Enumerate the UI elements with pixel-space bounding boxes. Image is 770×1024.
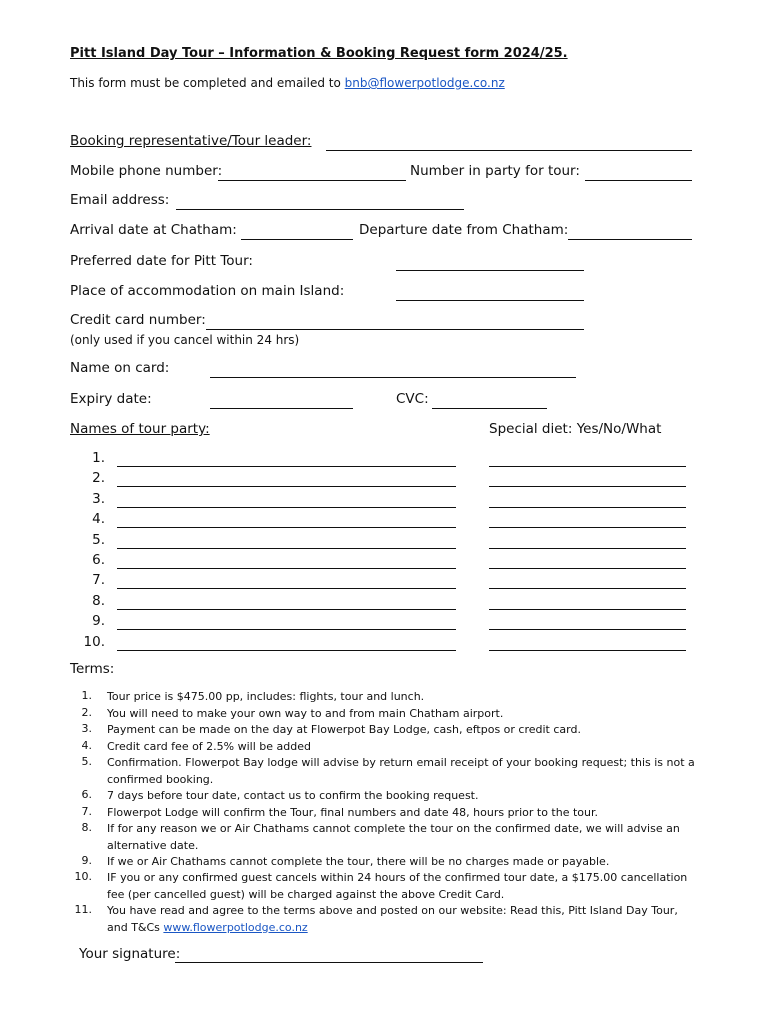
party-diet-line[interactable] [489,650,686,651]
credit-card-note: (only used if you cancel within 24 hrs) [70,333,300,347]
term-text-content: Flowerpot Lodge will confirm the Tour, final numbers and date 48, hours prior to the tour. [107,806,598,819]
party-name-line[interactable] [117,507,456,508]
email-line[interactable] [176,209,464,210]
party-name-line[interactable] [117,548,456,549]
term-number: 7. [81,805,92,818]
party-row-number: 9. [92,613,105,630]
term-text-content: If we or Air Chathams cannot complete the tour, there will be no charges made or payable. [107,855,610,868]
departure-line[interactable] [568,239,692,240]
mobile-line[interactable] [218,180,406,181]
term-text [107,739,697,756]
party-row-number: 5. [92,531,105,548]
term-text [107,854,697,871]
party-name-line[interactable] [117,629,456,630]
term-number: 2. [81,706,92,719]
party-name-line[interactable] [117,568,456,569]
arrival-line[interactable] [241,239,353,240]
signature-label: Your signature: [79,946,181,962]
cvc-label: CVC: [396,391,429,407]
term-text-content: If for any reason we or Air Chathams cannot complete the tour on the confirmed date, we will advise an alternative date. [107,822,680,852]
party-count-label: Number in party for tour: [410,163,580,179]
term-text [107,706,697,723]
party-diet-line[interactable] [489,629,686,630]
credit-card-line[interactable] [206,329,584,330]
term-text-content: Payment can be made on the day at Flowerpot Bay Lodge, cash, eftpos or credit card. [107,723,581,736]
term-number: 1. [81,689,92,702]
intro-label: This form must be completed and emailed to [70,76,345,90]
departure-label: Departure date from Chatham: [359,222,569,238]
terms-heading: Terms: [70,661,115,677]
diet-header: Special diet: Yes/No/What [489,421,662,437]
term-text [107,805,697,822]
term-number: 5. [81,755,92,768]
term-text [107,821,697,854]
expiry-label: Expiry date: [70,391,152,407]
party-diet-line[interactable] [489,609,686,610]
party-diet-line[interactable] [489,507,686,508]
accommodation-label: Place of accommodation on main Island: [70,283,345,299]
term-text-content: Tour price is $475.00 pp, includes: flights, tour and lunch. [107,690,425,703]
term-number: 3. [81,722,92,735]
party-row-number: 10. [83,633,105,650]
term-text-content: Credit card fee of 2.5% will be added [107,740,311,753]
term-number: 8. [81,821,92,834]
party-row-number: 2. [92,470,105,487]
expiry-line[interactable] [210,408,353,409]
name-on-card-label: Name on card: [70,360,170,376]
booking-rep-line[interactable] [326,150,692,151]
credit-card-label: Credit card number: [70,312,206,328]
term-text-content: You will need to make your own way to and from main Chatham airport. [107,707,504,720]
term-text [107,870,697,903]
term-text-content: Confirmation. Flowerpot Bay lodge will advise by return email receipt of your booking request; this is not a confirmed booking. [107,756,695,786]
party-count-line[interactable] [585,180,692,181]
party-row-number: 6. [92,552,105,568]
term-text [107,722,697,739]
party-row-number: 1. [92,450,105,466]
party-row-number: 8. [92,592,105,609]
email-link[interactable]: bnb@flowerpotlodge.co.nz [344,76,505,90]
party-row-number: 7. [92,572,105,589]
party-diet-line[interactable] [489,527,686,528]
term-text-content: You have read and agree to the terms above and posted on our website: Read this, Pitt Island Day Tour, and T&Cs [107,904,678,934]
names-header: Names of tour party: [70,421,210,437]
party-row-number: 4. [92,511,105,528]
term-text [107,903,697,936]
signature-line[interactable] [175,962,483,963]
party-row-number: 3. [92,490,105,507]
party-name-line[interactable] [117,486,456,487]
term-text [107,788,697,805]
party-name-line[interactable] [117,650,456,651]
term-number: 9. [81,854,92,867]
party-name-line[interactable] [117,588,456,589]
party-diet-line[interactable] [489,548,686,549]
party-diet-line[interactable] [489,588,686,589]
preferred-date-line[interactable] [396,270,584,271]
website-link[interactable]: www.flowerpotlodge.co.nz [163,920,308,934]
accommodation-line[interactable] [396,300,584,301]
term-number: 10. [74,870,92,883]
cvc-line[interactable] [432,408,547,409]
term-text-content: 7 days before tour date, contact us to confirm the booking request. [107,789,479,802]
term-text [107,689,697,706]
name-on-card-line[interactable] [210,377,576,378]
preferred-date-label: Preferred date for Pitt Tour: [70,253,253,269]
term-text [107,755,697,788]
term-number: 6. [81,788,92,801]
page-title: Pitt Island Day Tour – Information & Booking Request form 2024/25. [70,46,568,61]
booking-rep-label: Booking representative/Tour leader: [70,133,312,149]
intro-text [70,76,505,90]
party-diet-line[interactable] [489,486,686,487]
arrival-label: Arrival date at Chatham: [70,222,237,238]
party-name-line[interactable] [117,466,456,467]
email-label: Email address: [70,192,170,208]
term-number: 4. [81,739,92,752]
mobile-label: Mobile phone number: [70,163,223,179]
term-text-content: IF you or any confirmed guest cancels within 24 hours of the confirmed tour date, a $175.00 cancellation fee (per cancelled guest) will be charged against the above Credit Card. [107,871,688,901]
party-diet-line[interactable] [489,466,686,467]
party-diet-line[interactable] [489,568,686,569]
term-number: 11. [74,903,92,916]
party-name-line[interactable] [117,609,456,610]
party-name-line[interactable] [117,527,456,528]
